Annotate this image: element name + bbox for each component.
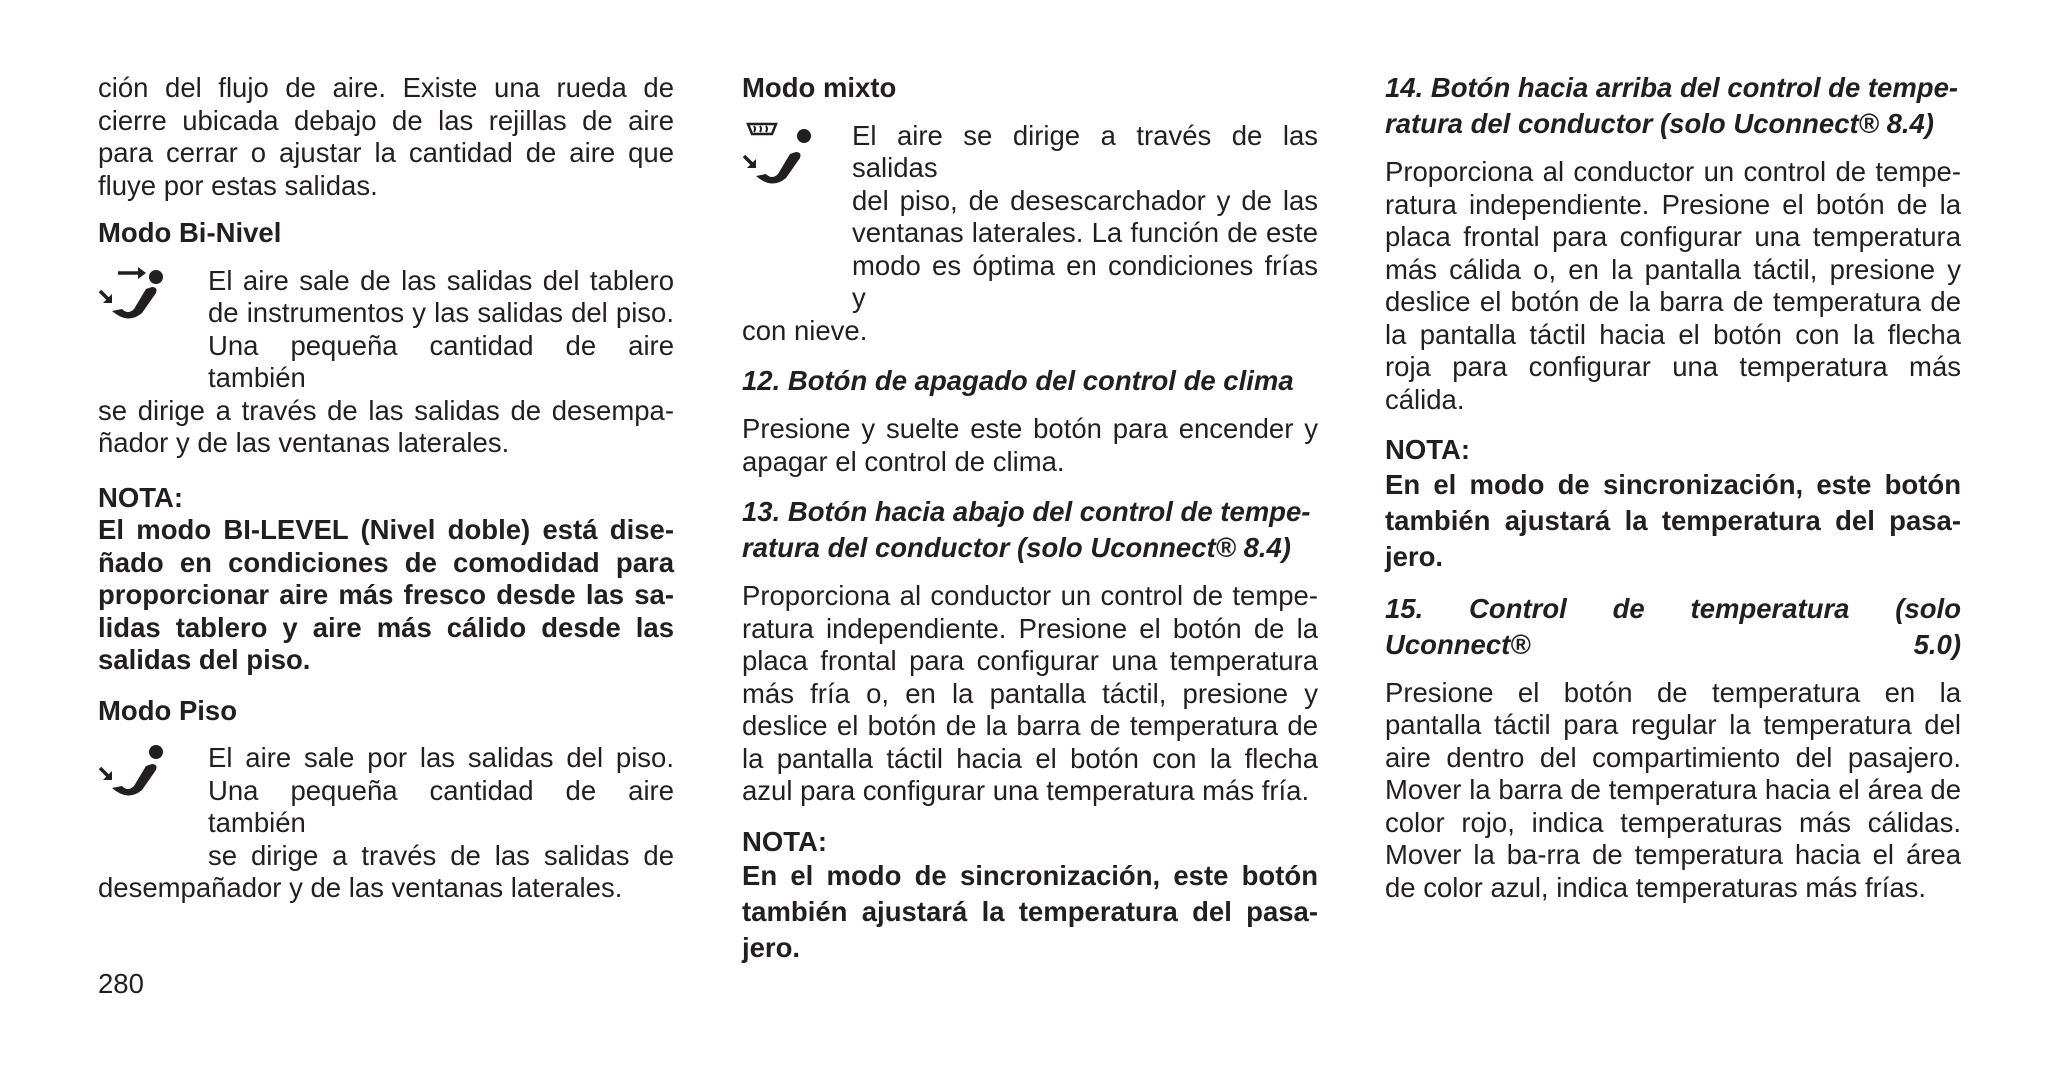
mix-mode-icon (742, 120, 812, 190)
bilevel-line-1: El aire sale de las salidas del tablero (208, 264, 674, 296)
mix-line-2: del piso, de desescarchador y de las (852, 184, 1318, 216)
mix-line-1: El aire se dirige a través de las salidas (852, 119, 1318, 183)
heading-13: 13. Botón hacia abajo del control de tempe-ratura del conductor (solo Uconnect® 8.4) (742, 496, 1311, 563)
floor-rest: desempañador y de las ventanas laterales. (98, 872, 623, 903)
bilevel-rest: se dirige a través de las salidas de desempa-ñador y de las ventanas laterales. (98, 394, 674, 458)
mix-line-4: modo es óptima en condiciones frías y (852, 249, 1318, 313)
floor-line-2: Una pequeña cantidad de aire también (208, 774, 674, 838)
paragraph-12: Presione y suelte este botón para encender y apagar el control de clima. (742, 413, 1318, 477)
page-number: 280 (98, 968, 144, 999)
mix-heading: Modo mixto (742, 72, 897, 103)
nota-text-2: En el modo de sincronización, este botón también ajustará la temperatura del pasa-jero. (742, 860, 1318, 963)
mix-line-3: ventanas laterales. La función de este (852, 217, 1318, 248)
floor-heading: Modo Piso (98, 694, 238, 726)
nota-text-3: En el modo de sincronización, este botón también ajustará la temperatura del pasa-jero. (1385, 468, 1961, 572)
floor-block (98, 742, 674, 905)
mix-rest: con nieve. (742, 314, 868, 346)
bilevel-mode-icon (98, 265, 168, 327)
bilevel-heading: Modo Bi-Nivel (98, 217, 282, 248)
paragraph-15: Presione el botón de temperatura en la pantalla táctil para regular la temperatura del aire dentro del compartimiento del pasajero. Mover la barra de temperatura hacia el área de color rojo, indica temperaturas más cálidas. Mover la ba-rra de temperatura hacia el área de color azul, indica temperaturas más frías. (1385, 676, 1961, 903)
heading-15: 15. Control de temperatura (solo Uconnect® 5.0) (1385, 592, 1961, 660)
paragraph-14: Proporciona al conductor un control de tempe-ratura independiente. Presione el botón de la placa frontal para configurar una temperatura más cálida o, en la pantalla táctil, presione y deslice el botón de la barra de temperatura de la pantalla táctil hacia el botón con la flecha roja para configurar una temperatura más cálida. (1385, 156, 1961, 415)
bilevel-line-3: Una pequeña cantidad de aire también (208, 329, 674, 393)
floor-mode-icon (98, 742, 168, 804)
column-1 (98, 72, 674, 905)
bilevel-line-2: de instrumentos y las salidas del piso. (208, 297, 674, 328)
nota-label-3: NOTA: (1385, 434, 1471, 465)
column-3 (1385, 72, 1961, 904)
intro-paragraph: ción del flujo de aire. Existe una rueda de cierre ubicada debajo de las rejillas de aire para cerrar o ajustar la cantidad de aire que fluye por estas salidas. (98, 72, 674, 201)
floor-line-1: El aire sale por las salidas del piso. (208, 742, 674, 773)
floor-line-3: se dirige a través de las salidas de (208, 839, 674, 871)
heading-14: 14. Botón hacia arriba del control de tempe-ratura del conductor (solo Uconnect® 8.4) (1385, 72, 1959, 139)
paragraph-13: Proporciona al conductor un control de tempe-ratura independiente. Presione el botón de la placa frontal para configurar una temperatura más fría o, en la pantalla táctil, presione y deslice el botón de la barra de temperatura de la pantalla táctil hacia el botón con la flecha azul para configurar una temperatura más fría. (742, 580, 1318, 806)
column-2 (742, 72, 1318, 966)
bilevel-block (98, 265, 674, 460)
mix-block (742, 120, 1318, 348)
nota-text: El modo BI-LEVEL (Nivel doble) está dise-ñado en condiciones de comodidad para proporcionar aire más fresco desde las sa-lidas tablero y aire más cálido desde las salidas del piso. (98, 514, 674, 675)
heading-12: 12. Botón de apagado del control de clima (742, 365, 1294, 396)
nota-label: NOTA: (98, 481, 184, 513)
nota-label-2: NOTA: (742, 825, 828, 857)
